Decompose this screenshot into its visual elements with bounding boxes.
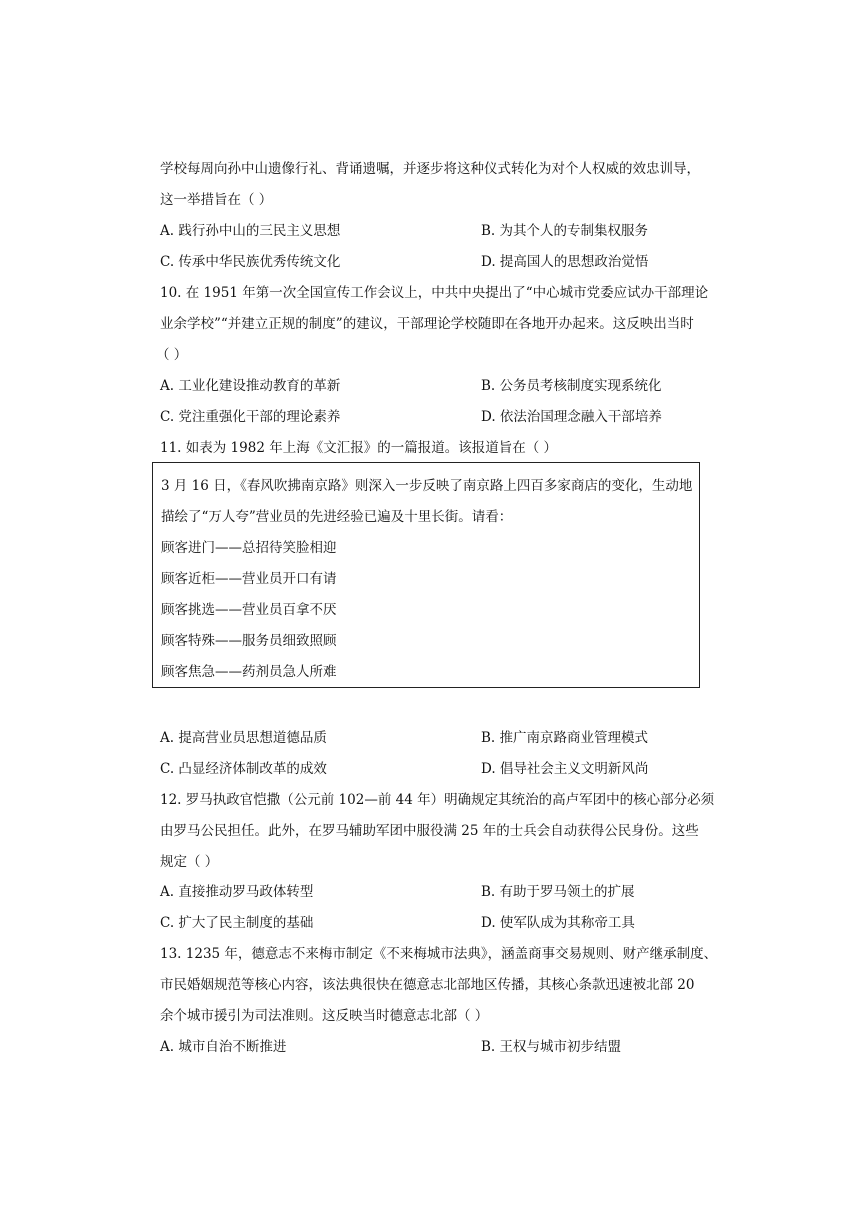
- q9-stem-line2: 这一举措旨在（ ）: [160, 192, 273, 208]
- report-item: 顾客挑选——营业员百拿不厌: [161, 602, 337, 618]
- report-line1: 3 月 16 日，《春风吹拂南京路》则深入一步反映了南京路上四百多家商店的变化，生动地: [161, 478, 693, 494]
- report-item: 顾客焦急——药剂员急人所难: [161, 664, 337, 680]
- q10-option-d: D. 依法治国理念融入干部培养: [481, 409, 662, 425]
- q11-option-d: D. 倡导社会主义文明新风尚: [481, 761, 649, 777]
- q13-stem-line2: 市民婚姻规范等核心内容，该法典很快在德意志北部地区传播，其核心条款迅速被北部 20: [160, 977, 695, 993]
- q11-option-c: C. 凸显经济体制改革的成效: [160, 761, 327, 777]
- q12-stem-line3: 规定（ ）: [160, 854, 219, 870]
- q12-option-d: D. 使军队成为其称帝工具: [481, 915, 635, 931]
- q12-option-b: B. 有助于罗马领土的扩展: [481, 884, 635, 900]
- report-item: 顾客特殊——服务员细致照顾: [161, 633, 337, 649]
- q9-stem-line1: 学校每周向孙中山遗像行礼、背诵遗嘱，并逐步将这种仪式转化为对个人权威的效忠训导，: [160, 161, 700, 177]
- q9-option-c: C. 传承中华民族优秀传统文化: [160, 254, 341, 270]
- q11-stem: 11. 如表为 1982 年上海《文汇报》的一篇报道。该报道旨在（ ）: [160, 440, 557, 456]
- q9-option-a: A. 践行孙中山的三民主义思想: [160, 223, 341, 239]
- q9-option-b: B. 为其个人的专制集权服务: [481, 223, 649, 239]
- q11-report-box: [152, 462, 700, 688]
- q12-stem-line2: 由罗马公民担任。此外，在罗马辅助军团中服役满 25 年的士兵会自动获得公民身份。这些: [160, 823, 699, 839]
- report-line2: 描绘了“万人夸”营业员的先进经验已遍及十里长街。请看：: [161, 509, 513, 525]
- q13-stem-line3: 余个城市援引为司法准则。这反映当时德意志北部（ ）: [160, 1008, 489, 1024]
- q13-option-a: A. 城市自治不断推进: [160, 1039, 287, 1055]
- q10-option-b: B. 公务员考核制度实现系统化: [481, 378, 662, 394]
- q10-stem-line1: 10. 在 1951 年第一次全国宣传工作会议上，中共中央提出了“中心城市党委应试办干部理论: [160, 285, 709, 301]
- q13-option-b: B. 王权与城市初步结盟: [481, 1039, 622, 1055]
- q10-option-c: C. 党注重强化干部的理论素养: [160, 409, 341, 425]
- q10-option-a: A. 工业化建设推动教育的革新: [160, 378, 341, 394]
- q11-option-a: A. 提高营业员思想道德品质: [160, 730, 327, 746]
- q11-option-b: B. 推广南京路商业管理模式: [481, 730, 649, 746]
- q10-stem-line3: （ ）: [156, 347, 188, 363]
- q12-stem-line1: 12. 罗马执政官恺撒（公元前 102—前 44 年）明确规定其统治的高卢军团中的核心部分必须: [160, 792, 715, 808]
- report-item: 顾客进门——总招待笑脸相迎: [161, 540, 337, 556]
- q9-option-d: D. 提高国人的思想政治觉悟: [481, 254, 649, 270]
- q12-option-c: C. 扩大了民主制度的基础: [160, 915, 314, 931]
- q12-option-a: A. 直接推动罗马政体转型: [160, 884, 314, 900]
- q10-stem-line2: 业余学校”“并建立正规的制度”的建议，干部理论学校随即在各地开办起来。这反映出当时: [160, 316, 694, 332]
- q13-stem-line1: 13. 1235 年，德意志不来梅市制定《不来梅城市法典》，涵盖商事交易规则、财产继承制度、: [160, 946, 718, 962]
- report-item: 顾客近柜——营业员开口有请: [161, 571, 337, 587]
